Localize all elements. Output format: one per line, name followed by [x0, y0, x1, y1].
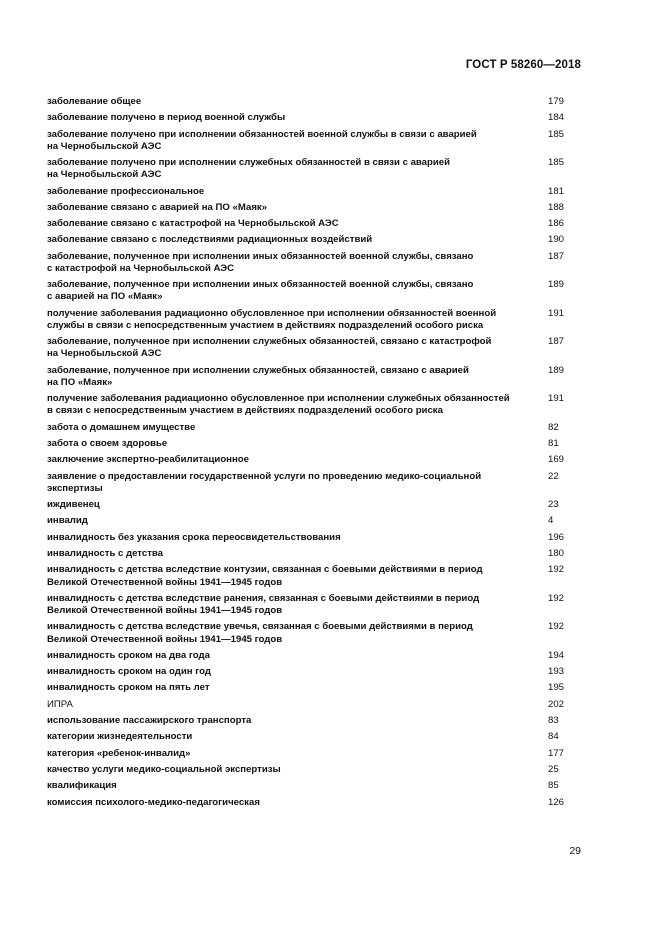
index-term: заболевание общее — [47, 96, 142, 107]
index-page-ref: 177 — [548, 747, 565, 759]
index-term: инвалид — [47, 515, 88, 527]
index-term: категория «ребенок-инвалид» — [47, 747, 191, 759]
index-entry — [47, 471, 587, 495]
index-page-ref: 193 — [548, 666, 565, 678]
index-page-ref: 81 — [548, 438, 559, 450]
index-page-ref: 185 — [548, 157, 565, 169]
index-entry — [47, 764, 587, 776]
index-term: заболевание, полученное при исполнении служебных обязанностей, связано с аварией на ПО «Маяк» — [47, 364, 469, 388]
index-entry — [47, 279, 587, 303]
index-term: инвалидность с детства — [47, 548, 164, 560]
index-page-ref: 196 — [548, 531, 565, 543]
index-entry — [47, 393, 587, 417]
index-entry — [47, 780, 587, 792]
index-page-ref: 85 — [548, 780, 559, 792]
index-entry — [47, 186, 587, 198]
index-entry — [47, 129, 587, 153]
index-term: инвалидность сроком на один год — [47, 666, 211, 678]
index-term: ИПРА — [47, 698, 73, 710]
index-page-ref: 189 — [548, 364, 565, 376]
index-term: заболевание связано с последствиями радиационных воздействий — [47, 234, 373, 246]
index-entry — [47, 112, 587, 124]
index-page-ref: 191 — [548, 393, 565, 405]
index-entry — [47, 251, 587, 275]
index-term: заключение экспертно-реабилитационное — [47, 454, 249, 466]
index-entry — [47, 715, 587, 727]
index-entry — [47, 499, 587, 511]
index-entry — [47, 532, 587, 544]
index-page-ref: 25 — [548, 763, 559, 775]
index-page-ref: 187 — [548, 336, 565, 348]
index-entry — [47, 454, 587, 466]
index-page-ref: 185 — [548, 128, 565, 140]
index-page-ref: 23 — [548, 499, 559, 511]
index-term: категории жизнедеятельности — [47, 731, 193, 743]
index-entry — [47, 308, 587, 332]
index-term: инвалидность сроком на пять лет — [47, 682, 210, 694]
index-term: заболевание, полученное при исполнении служебных обязанностей, связано с катастрофой на Чернобыльской АЭС — [47, 336, 492, 360]
index-entry — [47, 699, 587, 711]
index-term: заболевание связано с катастрофой на Чернобыльской АЭС — [47, 218, 339, 230]
index-page-ref: 192 — [548, 592, 565, 604]
index-term: комиссия психолого-медико-педагогическая — [47, 796, 260, 808]
index-entry — [47, 234, 587, 246]
index-entry — [47, 422, 587, 434]
index-term: заболевание, полученное при исполнении иных обязанностей военной службы, связано с катастрофой на Чернобыльской АЭС — [47, 250, 474, 274]
index-entry — [47, 682, 587, 694]
index-page-ref: 22 — [548, 470, 559, 482]
index-page-ref: 189 — [548, 279, 565, 291]
index-page-ref: 192 — [548, 564, 565, 576]
index-term: получение заболевания радиационно обусловленное при исполнении обязанностей военной службы в связи с непосредственным участием в действиях подразделений особого риска — [47, 307, 497, 331]
index-page-ref: 181 — [548, 185, 565, 197]
index-page-ref: 195 — [548, 682, 565, 694]
index-term: заболевание получено при исполнении служебных обязанностей в связи с аварией на Чернобыльской АЭС — [47, 157, 451, 181]
index-term: заболевание получено при исполнении обязанностей военной службы в связи с аварией на Чернобыльской АЭС — [47, 128, 477, 152]
index-entry — [47, 365, 587, 389]
index-page-ref: 179 — [548, 96, 565, 107]
index-term: иждивенец — [47, 499, 100, 511]
index-term: заболевание получено в период военной службы — [47, 112, 286, 124]
index-page-ref: 84 — [548, 731, 559, 743]
index-page-ref: 4 — [548, 515, 554, 527]
index-term: качество услуги медико-социальной экспертизы — [47, 763, 281, 775]
index-entry — [47, 731, 587, 743]
index-entry — [47, 157, 587, 181]
index-term: заболевание профессиональное — [47, 185, 205, 197]
index-page-ref: 169 — [548, 454, 565, 466]
index-page-ref: 184 — [548, 112, 565, 124]
index-page-ref: 192 — [548, 621, 565, 633]
index-page-ref: 202 — [548, 698, 565, 710]
index-term: инвалидность без указания срока переосвидетельствования — [47, 531, 341, 543]
index-entry — [47, 548, 587, 560]
index-term: использование пассажирского транспорта — [47, 715, 252, 727]
index-entry — [47, 202, 587, 214]
index-term: заболевание связано с аварией на ПО «Маяк» — [47, 201, 268, 213]
index-term: инвалидность с детства вследствие контузии, связанная с боевыми действиями в период Великой Отечественной войны 1941—1945 годов — [47, 564, 483, 588]
page-number: 29 — [569, 845, 581, 857]
index-term: заболевание, полученное при исполнении иных обязанностей военной службы, связано с аварией на ПО «Маяк» — [47, 279, 474, 303]
index-entry — [47, 96, 587, 108]
index-page-ref: 188 — [548, 201, 565, 213]
index-page-ref: 190 — [548, 234, 565, 246]
index-entry — [47, 666, 587, 678]
index-entry — [47, 797, 587, 809]
index-term: получение заболевания радиационно обусловленное при исполнении служебных обязанностей в связи с непосредственным участием в действиях подразделений особого риска — [47, 393, 510, 417]
index-term: квалификация — [47, 780, 117, 792]
index-entry — [47, 650, 587, 662]
index-entry — [47, 218, 587, 230]
index-term: заявление о предоставлении государственной услуги по проведению медико-социальной экспертизы — [47, 470, 482, 494]
index-term: забота о домашнем имуществе — [47, 421, 196, 433]
index-page-ref: 194 — [548, 649, 565, 661]
index-term: инвалидность сроком на два года — [47, 649, 210, 661]
index-page-ref: 187 — [548, 250, 565, 262]
index-entry — [47, 593, 587, 617]
index-term: инвалидность с детства вследствие ранения, связанная с боевыми действиями в период Великой Отечественной войны 1941—1945 годов — [47, 592, 480, 617]
index-entry — [47, 515, 587, 527]
index-page-ref: 180 — [548, 548, 565, 560]
index-page-ref: 126 — [548, 796, 565, 808]
index-entry — [47, 748, 587, 760]
index-page-ref: 186 — [548, 218, 565, 230]
index-page-ref: 82 — [548, 421, 559, 433]
index-entry — [47, 564, 587, 588]
index-term: инвалидность с детства вследствие увечья, связанная с боевыми действиями в период Великой Отечественной войны 1941—1945 годов — [47, 621, 473, 645]
document-standard-header: ГОСТ Р 58260—2018 — [465, 59, 581, 71]
index-page-ref: 191 — [548, 307, 565, 319]
index-entry — [47, 438, 587, 450]
index-term: забота о своем здоровье — [47, 438, 168, 450]
index-entry — [47, 621, 587, 645]
alphabetical-index — [47, 96, 587, 813]
index-entry — [47, 336, 587, 360]
index-page-ref: 83 — [548, 715, 559, 727]
